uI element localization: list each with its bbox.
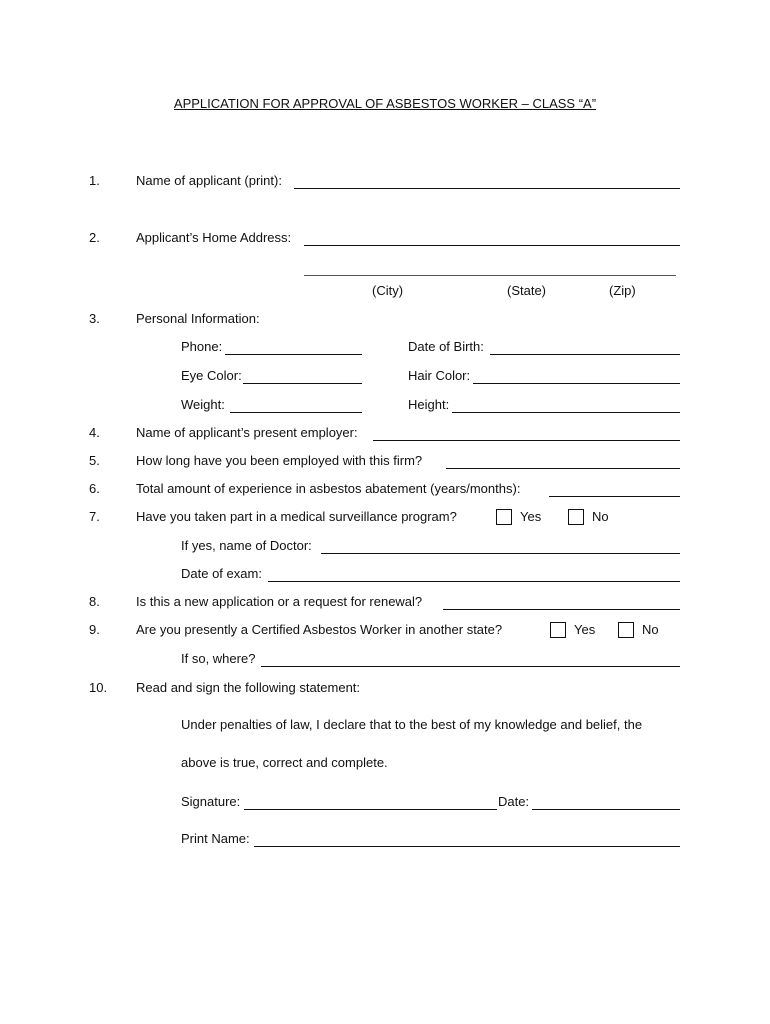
item-number-4: 4. xyxy=(89,425,100,440)
application-type-label: Is this a new application or a request for renewal? xyxy=(136,594,423,609)
dob-field[interactable] xyxy=(490,338,680,355)
signature-label: Signature: xyxy=(181,794,241,809)
exam-date-label: Date of exam: xyxy=(181,566,262,581)
hair-color-field[interactable] xyxy=(473,367,680,384)
print-name-label: Print Name: xyxy=(181,831,250,846)
hair-color-label: Hair Color: xyxy=(408,368,471,383)
where-label: If so, where? xyxy=(181,651,256,666)
certified-no-checkbox[interactable] xyxy=(618,622,634,638)
doctor-field[interactable] xyxy=(321,537,680,554)
application-type-field[interactable] xyxy=(443,593,680,610)
height-field[interactable] xyxy=(452,396,680,413)
item-number-6: 6. xyxy=(89,481,100,496)
item-number-9: 9. xyxy=(89,622,100,637)
item-number-8: 8. xyxy=(89,594,100,609)
item-number-10: 10. xyxy=(89,680,108,695)
employment-length-field[interactable] xyxy=(446,452,680,469)
applicant-name-label: Name of applicant (print): xyxy=(136,173,282,188)
employment-length-label: How long have you been employed with this firm? xyxy=(136,453,423,468)
employer-field[interactable] xyxy=(373,424,680,441)
medical-no-checkbox[interactable] xyxy=(568,509,584,525)
statement-line-2: above is true, correct and complete. xyxy=(181,755,388,770)
city-caption: (City) xyxy=(372,283,404,298)
statement-line-1: Under penalties of law, I declare that to the best of my knowledge and belief, the xyxy=(181,717,643,732)
medical-surveillance-label: Have you taken part in a medical surveillance program? xyxy=(136,509,457,524)
item-number-3: 3. xyxy=(89,311,100,326)
doctor-label: If yes, name of Doctor: xyxy=(181,538,312,553)
eye-color-field[interactable] xyxy=(243,367,362,384)
phone-label: Phone: xyxy=(181,339,223,354)
item-number-2: 2. xyxy=(89,230,100,245)
weight-field[interactable] xyxy=(230,396,362,413)
item-number-5: 5. xyxy=(89,453,100,468)
form-title: APPLICATION FOR APPROVAL OF ASBESTOS WORKER – CLASS “A” xyxy=(173,96,597,111)
medical-yes-checkbox[interactable] xyxy=(496,509,512,525)
item-number-7: 7. xyxy=(89,509,100,524)
applicant-name-field[interactable] xyxy=(294,172,680,189)
weight-label: Weight: xyxy=(181,397,225,412)
personal-info-label: Personal Information: xyxy=(136,311,260,326)
medical-no-label: No xyxy=(592,509,609,524)
experience-label: Total amount of experience in asbestos abatement (years/months): xyxy=(136,481,521,496)
certified-no-label: No xyxy=(642,622,659,637)
height-label: Height: xyxy=(408,397,450,412)
eye-color-label: Eye Color: xyxy=(181,368,242,383)
certified-yes-label: Yes xyxy=(574,622,596,637)
certified-yes-checkbox[interactable] xyxy=(550,622,566,638)
home-address-label: Applicant’s Home Address: xyxy=(136,230,292,245)
signature-date-field[interactable] xyxy=(532,793,680,810)
print-name-field[interactable] xyxy=(254,830,680,847)
city-state-zip-field[interactable] xyxy=(304,259,676,276)
medical-yes-label: Yes xyxy=(520,509,542,524)
signature-field[interactable] xyxy=(244,793,497,810)
signature-date-label: Date: xyxy=(498,794,530,809)
certified-other-state-label: Are you presently a Certified Asbestos Worker in another state? xyxy=(136,622,503,637)
employer-label: Name of applicant’s present employer: xyxy=(136,425,358,440)
home-address-field[interactable] xyxy=(304,229,680,246)
zip-caption: (Zip) xyxy=(609,283,636,298)
statement-instruction-label: Read and sign the following statement: xyxy=(136,680,361,695)
state-caption: (State) xyxy=(507,283,547,298)
item-number-1: 1. xyxy=(89,173,100,188)
dob-label: Date of Birth: xyxy=(408,339,484,354)
experience-field[interactable] xyxy=(549,480,680,497)
where-field[interactable] xyxy=(261,650,680,667)
phone-field[interactable] xyxy=(225,338,362,355)
exam-date-field[interactable] xyxy=(268,565,680,582)
